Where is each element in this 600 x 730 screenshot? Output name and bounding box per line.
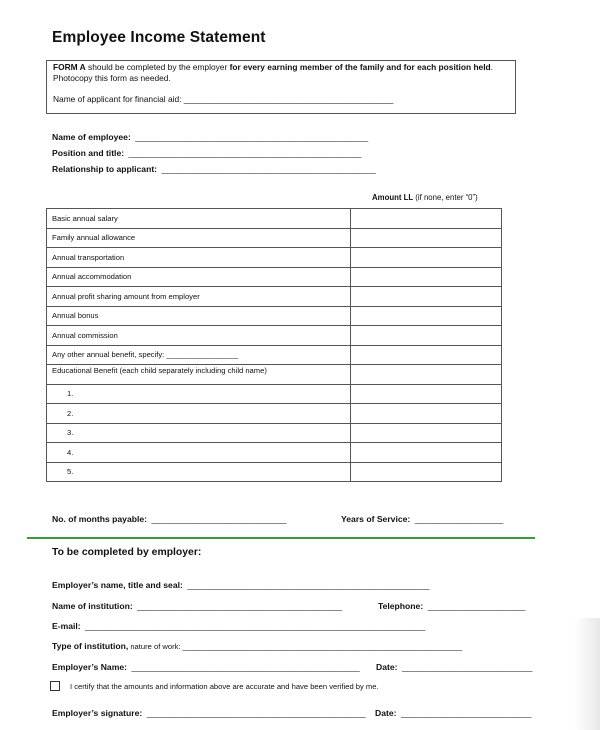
instructions-text xyxy=(53,62,513,84)
instructions-photocopy: . Photocopy this form as needed. xyxy=(53,62,493,83)
row-label: Annual accommodation xyxy=(47,267,351,287)
date2-row xyxy=(375,703,531,721)
amount-note: (if none, enter “0”) xyxy=(413,193,478,202)
institution-row xyxy=(52,596,342,614)
amount-cell[interactable] xyxy=(351,443,502,463)
child-number: 4. xyxy=(47,443,351,463)
relationship-row xyxy=(52,159,376,177)
table-row xyxy=(47,326,502,346)
row-label: Basic annual salary xyxy=(47,209,351,229)
telephone-field[interactable]: _____________________ xyxy=(427,601,526,611)
amount-cell[interactable] xyxy=(351,365,502,385)
table-row xyxy=(47,423,502,443)
date-field[interactable]: ____________________________ xyxy=(401,662,533,672)
table-row xyxy=(47,462,502,482)
table-row xyxy=(47,384,502,404)
type-note: nature of work: xyxy=(128,642,183,651)
table-row xyxy=(47,209,502,229)
institution-field[interactable]: ____________________________________________ xyxy=(137,601,343,611)
position-label: Position and title: xyxy=(52,148,125,158)
income-table xyxy=(46,208,502,482)
date2-field[interactable]: ____________________________ xyxy=(400,708,532,718)
telephone-row xyxy=(378,596,525,614)
date-row xyxy=(376,657,532,675)
years-field[interactable]: ___________________ xyxy=(414,514,504,524)
amount-cell[interactable] xyxy=(351,345,502,365)
amount-cell[interactable] xyxy=(351,267,502,287)
table-row xyxy=(47,443,502,463)
child-number: 3. xyxy=(47,423,351,443)
type-label: Type of institution, xyxy=(52,641,129,651)
email-field[interactable]: _________________________________________________________________________ xyxy=(85,621,426,631)
child-number: 2. xyxy=(47,404,351,424)
instructions-emphasis: for every earning member of the family and for each position held xyxy=(229,62,491,72)
child-number: 1. xyxy=(47,384,351,404)
page-title: Employee Income Statement xyxy=(52,29,266,46)
years-row xyxy=(341,509,503,527)
table-row xyxy=(47,228,502,248)
child-number: 5. xyxy=(47,462,351,482)
email-row xyxy=(52,616,425,634)
amount-cell[interactable] xyxy=(351,384,502,404)
amount-cell[interactable] xyxy=(351,228,502,248)
amount-label: Amount LL xyxy=(372,193,414,202)
employer-section-title: To be completed by employer: xyxy=(52,547,202,558)
date2-label: Date: xyxy=(375,708,397,718)
years-label: Years of Service: xyxy=(341,514,411,524)
date-label: Date: xyxy=(376,662,398,672)
certify-checkbox[interactable] xyxy=(50,681,60,691)
relationship-field[interactable]: ______________________________________________ xyxy=(161,164,376,174)
table-row xyxy=(47,287,502,307)
amount-cell[interactable] xyxy=(351,287,502,307)
amount-header xyxy=(372,193,478,202)
type-row xyxy=(52,636,462,654)
table-row xyxy=(47,306,502,326)
applicant-row xyxy=(53,94,393,104)
telephone-label: Telephone: xyxy=(378,601,424,611)
applicant-label: Name of applicant for financial aid: xyxy=(53,94,184,104)
institution-label: Name of institution: xyxy=(52,601,133,611)
form-a-label: FORM A xyxy=(53,62,86,72)
table-row xyxy=(47,404,502,424)
amount-cell[interactable] xyxy=(351,326,502,346)
page-curl-shadow xyxy=(574,618,600,730)
relationship-label: Relationship to applicant: xyxy=(52,164,158,174)
section-divider xyxy=(27,537,535,539)
row-label: Annual transportation xyxy=(47,248,351,268)
table-row xyxy=(47,345,502,365)
row-label: Annual bonus xyxy=(47,306,351,326)
table-row xyxy=(47,248,502,268)
email-label: E-mail: xyxy=(52,621,81,631)
emp-name-row xyxy=(52,657,360,675)
employee-name-label: Name of employee: xyxy=(52,132,131,142)
amount-cell[interactable] xyxy=(351,306,502,326)
employee-name-field[interactable]: __________________________________________________ xyxy=(135,132,369,142)
months-row xyxy=(52,509,287,527)
table-row xyxy=(47,267,502,287)
position-field[interactable]: __________________________________________________ xyxy=(128,148,362,158)
table-row xyxy=(47,365,502,385)
months-label: No. of months payable: xyxy=(52,514,148,524)
row-label: Annual commission xyxy=(47,326,351,346)
emp-name-field[interactable]: _________________________________________________ xyxy=(131,662,360,672)
emp-name-label: Employer’s Name: xyxy=(52,662,127,672)
certify-text: I certify that the amounts and information above are accurate and have been verified by me. xyxy=(70,682,379,691)
signature-row xyxy=(52,703,366,721)
amount-cell[interactable] xyxy=(351,423,502,443)
amount-cell[interactable] xyxy=(351,209,502,229)
employer-name-row xyxy=(52,575,430,593)
amount-cell[interactable] xyxy=(351,248,502,268)
amount-cell[interactable] xyxy=(351,404,502,424)
signature-label: Employer’s signature: xyxy=(52,708,143,718)
row-label: Family annual allowance xyxy=(47,228,351,248)
instructions-part: should be completed by the employer xyxy=(85,62,230,72)
type-field[interactable]: ____________________________________________________________ xyxy=(182,641,463,651)
education-label: Educational Benefit (each child separately including child name) xyxy=(47,365,351,385)
employer-name-label: Employer’s name, title and seal: xyxy=(52,580,183,590)
amount-cell[interactable] xyxy=(351,462,502,482)
applicant-field[interactable]: _____________________________________________ xyxy=(183,94,394,104)
row-label: Annual profit sharing amount from employer xyxy=(47,287,351,307)
row-label: Any other annual benefit, specify: _________________ xyxy=(47,345,351,365)
signature-field[interactable]: _______________________________________________ xyxy=(146,708,366,718)
months-field[interactable]: _____________________________ xyxy=(151,514,287,524)
employer-name-field[interactable]: ____________________________________________________ xyxy=(187,580,430,590)
